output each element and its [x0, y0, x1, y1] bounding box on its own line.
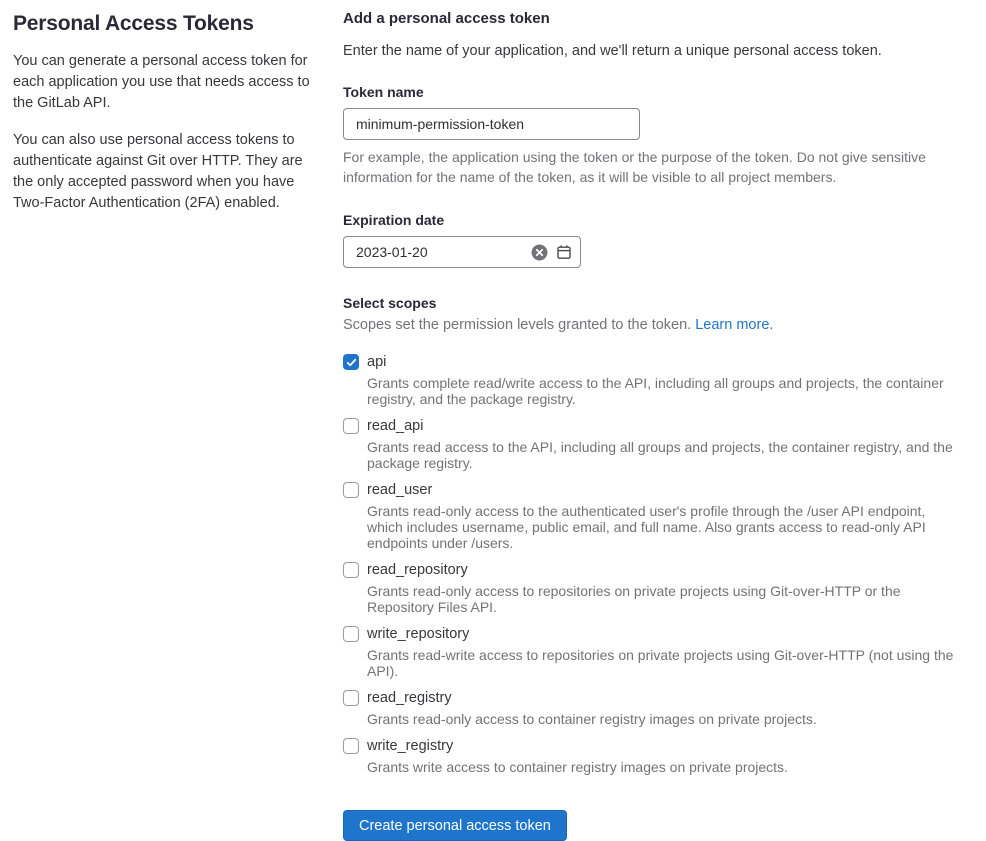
scope-checkbox-write_repository[interactable]	[343, 626, 359, 642]
learn-more-link[interactable]: Learn more.	[695, 317, 774, 333]
clear-icon[interactable]	[531, 244, 548, 261]
scope-description: Grants read-only access to repositories on private projects using Git-over-HTTP or the Repository Files API.	[367, 583, 901, 615]
scope-item-write_registry	[343, 736, 965, 775]
scope-list	[343, 352, 965, 775]
scope-item-read_repository	[343, 560, 965, 615]
scope-checkbox-read_api[interactable]	[343, 418, 359, 434]
scope-name-label: api	[367, 354, 387, 370]
scope-item-read_registry	[343, 688, 965, 727]
scope-item-read_api	[343, 416, 965, 471]
scope-description: Grants read access to the API, including all groups and projects, the container registry, and the package registry.	[367, 439, 953, 471]
scope-item-read_user	[343, 480, 965, 551]
scope-checkbox-read_user[interactable]	[343, 482, 359, 498]
form-description: Enter the name of your application, and we'll return a unique personal access token.	[343, 43, 882, 59]
scope-description: Grants write access to container registry images on private projects.	[367, 759, 788, 775]
scope-description: Grants read-write access to repositories on private projects using Git-over-HTTP (not using the API).	[367, 647, 954, 679]
scope-description: Grants read-only access to container registry images on private projects.	[367, 711, 817, 727]
scope-checkbox-api[interactable]	[343, 354, 359, 370]
scope-item-write_repository	[343, 624, 965, 679]
expiration-date-label: Expiration date	[343, 212, 445, 228]
scope-text-read_registry	[367, 688, 817, 727]
scopes-help-sentence: Scopes set the permission levels granted to the token.	[343, 317, 692, 333]
select-scopes-group	[343, 295, 965, 775]
scope-description: Grants complete read/write access to the API, including all groups and projects, the container registry, and the package registry.	[367, 375, 944, 407]
token-name-help: For example, the application using the token or the purpose of the token. Do not give sensitive information for the name of the token, as it will be visible to all project members.	[343, 149, 926, 185]
token-name-input[interactable]	[343, 108, 640, 140]
scope-text-write_repository	[367, 624, 965, 679]
scope-text-write_registry	[367, 736, 788, 775]
add-token-form	[343, 10, 965, 841]
intro-paragraph-2: You can also use personal access tokens to authenticate against Git over HTTP. They are the only accepted password when you have Two-Factor Authentication (2FA) enabled.	[13, 132, 303, 211]
scope-text-read_user	[367, 480, 965, 551]
settings-section-intro	[13, 12, 313, 230]
token-name-label: Token name	[343, 84, 424, 100]
page-title: Personal Access Tokens	[13, 12, 254, 35]
scope-name-label: write_registry	[367, 738, 454, 754]
calendar-icon[interactable]	[555, 244, 572, 261]
scope-item-api	[343, 352, 965, 407]
scope-checkbox-read_registry[interactable]	[343, 690, 359, 706]
scope-description: Grants read-only access to the authenticated user's profile through the /user API endpoint, which includes username, public email, and full name. Also grants access to read-only API endpoints under /users.	[367, 503, 926, 551]
expiration-date-group	[343, 212, 965, 268]
select-scopes-label: Select scopes	[343, 295, 437, 311]
intro-paragraph-1: You can generate a personal access token for each application you use that needs access to the GitLab API.	[13, 53, 310, 111]
scope-name-label: write_repository	[367, 626, 470, 642]
token-name-group	[343, 84, 965, 187]
date-field-icons	[531, 236, 572, 268]
scope-name-label: read_repository	[367, 562, 468, 578]
check-icon	[346, 357, 357, 368]
scope-text-api	[367, 352, 965, 407]
scope-name-label: read_registry	[367, 690, 452, 706]
scope-text-read_repository	[367, 560, 965, 615]
scope-checkbox-write_registry[interactable]	[343, 738, 359, 754]
scope-text-read_api	[367, 416, 965, 471]
create-token-button[interactable]: Create personal access token	[343, 810, 567, 841]
scope-checkbox-read_repository[interactable]	[343, 562, 359, 578]
expiration-date-field	[343, 236, 581, 268]
scope-name-label: read_api	[367, 418, 424, 434]
scope-name-label: read_user	[367, 482, 433, 498]
scopes-help-text	[343, 315, 965, 335]
form-heading: Add a personal access token	[343, 10, 550, 27]
